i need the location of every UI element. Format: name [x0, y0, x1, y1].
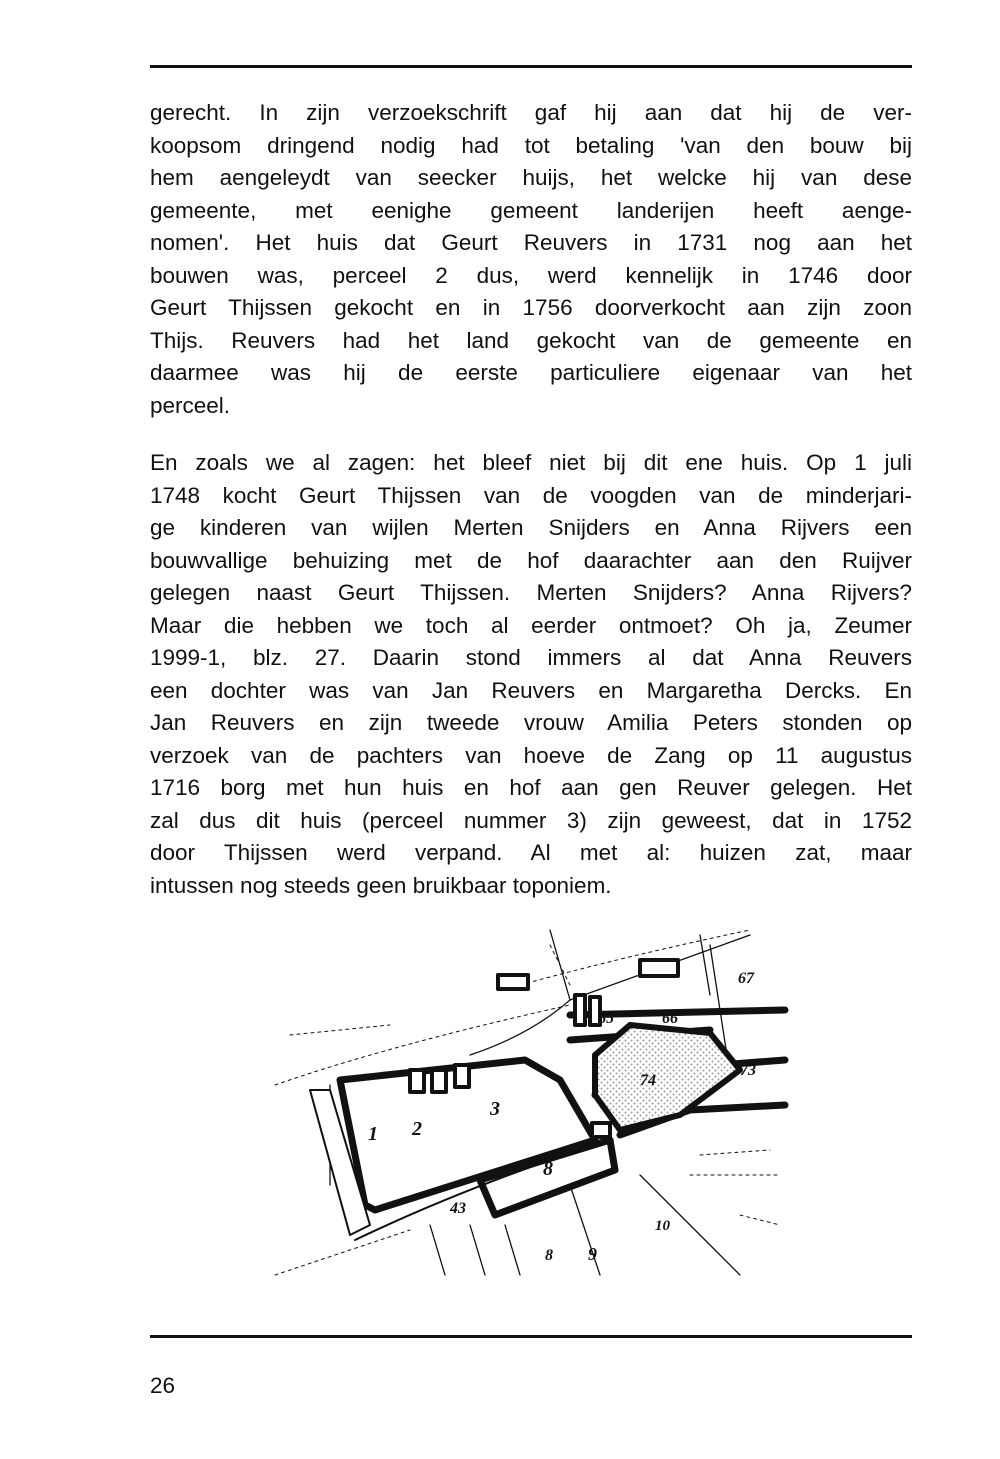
text-line: daarmee was hij de eerste particuliere eigenaar van het [150, 360, 912, 385]
parcel-label: 9 [588, 1244, 597, 1264]
text-line: 1716 borg met hun huis en hof aan gen Reuver gelegen. Het [150, 775, 912, 800]
text-line: gelegen naast Geurt Thijssen. Merten Snijders? Anna Rijvers? [150, 580, 912, 605]
parcel-label: 10 [655, 1218, 670, 1234]
text-line: Geurt Thijssen gekocht en in 1756 doorverkocht aan zijn zoon [150, 295, 912, 320]
text-line: een dochter was van Jan Reuvers en Margaretha Dercks. En [150, 677, 912, 703]
parcel-label: 65 [598, 1010, 614, 1027]
text-line: zal dus dit huis (perceel nummer 3) zijn geweest, dat in 1752 [150, 807, 912, 833]
parcel-label: 8 [545, 1247, 553, 1264]
text-line: door Thijssen werd verpand. Al met al: huizen zat, maar [150, 840, 912, 865]
text-line: perceel. [150, 392, 231, 418]
top-rule [150, 65, 912, 68]
bottom-rule [150, 1335, 912, 1338]
parcel-label: 73 [740, 1062, 756, 1079]
text-line: ge kinderen van wijlen Merten Snijders en Anna Rijvers een [150, 515, 912, 540]
map-drawing [275, 930, 785, 1275]
parcel-label: 43 [450, 1200, 466, 1217]
parcel-label: 8 [543, 1158, 553, 1180]
parcel-label: 74 [640, 1072, 656, 1089]
text-line: Thijs. Reuvers had het land gekocht van de gemeente en [150, 327, 912, 353]
text-line: bouwvallige behuizing met de hof daarachter aan den Ruijver [150, 547, 912, 573]
paragraph-2 [150, 447, 912, 902]
text-line: bouwen was, perceel 2 dus, werd kennelijk in 1746 door [150, 262, 912, 288]
text-line: 1748 kocht Geurt Thijssen van de voogden van de minderjari- [150, 482, 912, 508]
text-line: intussen nog steeds geen bruikbaar toponiem. [150, 872, 612, 898]
text-line: gemeente, met eenighe gemeent landerijen heeft aenge- [150, 197, 912, 223]
text-line: verzoek van de pachters van hoeve de Zang op 11 augustus [150, 742, 912, 768]
paragraph-1 [150, 97, 912, 422]
text-line: nomen'. Het huis dat Geurt Reuvers in 1731 nog aan het [150, 230, 912, 255]
parcel-label: 66 [662, 1010, 678, 1027]
parcel-label: 67 [738, 970, 754, 987]
text-line: koopsom dringend nodig had tot betaling 'van den bouw bij [150, 132, 912, 158]
text-line: gerecht. In zijn verzoekschrift gaf hij aan dat hij de ver- [150, 100, 912, 125]
page-number: 26 [150, 1373, 176, 1398]
parcel-label: 2 [412, 1118, 422, 1140]
text-line: En zoals we al zagen: het bleef niet bij dit ene huis. Op 1 juli [150, 450, 912, 475]
text-line: Jan Reuvers en zijn tweede vrouw Amilia Peters stonden op [150, 710, 912, 735]
text-line: Maar die hebben we toch al eerder ontmoet? Oh ja, Zeumer [150, 612, 912, 638]
cadastral-map [270, 925, 790, 1285]
text-line: 1999-1, blz. 27. Daarin stond immers al dat Anna Reuvers [150, 645, 912, 670]
text-line: hem aengeleydt van seecker huijs, het welcke hij van dese [150, 165, 912, 190]
parcel-label: 3 [490, 1098, 500, 1120]
parcel-label: 1 [368, 1123, 378, 1145]
